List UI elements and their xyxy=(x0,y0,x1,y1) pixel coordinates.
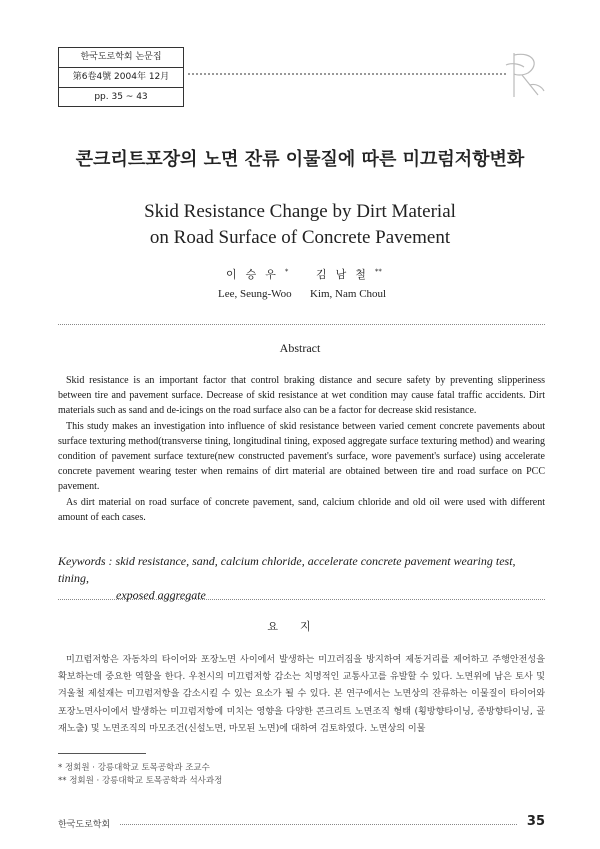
society-logo-icon xyxy=(500,45,548,105)
journal-info-box xyxy=(58,47,184,107)
korean-summary-paragraph: 미끄럼저항은 자동차의 타이어와 포장노면 사이에서 발생하는 미끄러짐을 방지하여 제동거리를 제어하고 주행안전성을 확보하는데 중요한 역할을 한다. 우천시의 미끄럼저항 감소는 치명적인 교통사고를 유발할 수 있다. 노면위에 남은 토사 및 겨울철 제설재는 미끄럼저항을 감소시킬 수 있는 요소가 될 수 있다. 본 연구에서는 노면상의 잔류하는 이물질이 타이어와 포장노면사이에서 발생하는 미끄럼저항에 미치는 영향을 다양한 콘크리트 노면조직 형태 (횡방향타이닝, 종방향타이닝, 골재노출) 및 노면조직의 마모조건(신설노면, 마모된 노면)에 대하여 검토하였다. 노면상의 이물 xyxy=(58,655,545,734)
korean-title: 콘크리트포장의 노면 잔류 이물질에 따른 미끄럼저항변화 xyxy=(75,149,525,170)
footnotes xyxy=(58,762,222,788)
english-title-line1: Skid Resistance Change by Dirt Material xyxy=(144,201,456,222)
keywords xyxy=(58,553,545,604)
abstract-paragraph-3: As dirt material on road surface of concrete pavement, sand, calcium chloride and old oil were used with different amount of each cases. xyxy=(58,496,545,523)
page-footer xyxy=(58,814,545,830)
korean-summary-body xyxy=(58,652,545,738)
separator-top xyxy=(58,324,545,325)
journal-society: 한국도로학회 논문집 xyxy=(59,48,183,68)
author-1-english: Lee, Seung-Woo xyxy=(218,288,292,300)
author-2-mark: ** xyxy=(374,267,382,276)
separator-middle xyxy=(58,599,545,600)
author-2-korean-name: 김남철 xyxy=(316,268,375,281)
author-2-korean xyxy=(316,266,382,282)
abstract-paragraph-1: Skid resistance is an important factor that control braking distance and secure safety by preventing slipperiness between tire and pavement surface. Decrease of skid resistance at wet condition may cause fatal traffic accidents. Dirt materials such as sand and de-icings on the road surface also can be a factor for decrease skid resistance. xyxy=(58,375,545,417)
author-1-korean xyxy=(226,266,288,282)
footnote-rule xyxy=(58,753,146,754)
abstract-body xyxy=(58,373,545,525)
page-number: 35 xyxy=(526,814,545,829)
abstract-paragraph-2: This study makes an investigation into influence of skid resistance between varied cement concrete pavements about surface texturing method(transverse tining, longitudinal tining, exposed aggregate surface texturing method) and wearing condition of pavement surface texture(new constructed pavement's surface, wore pavement's surface) using accelerate concrete pavement wearing tester when remains of dirt material are obtained between tire and road surface on PCC pavement. xyxy=(58,420,545,493)
footer-society: 한국도로학회 xyxy=(58,820,111,830)
keywords-line1: Keywords : skid resistance, sand, calcium chloride, accelerate concrete pavement wearing test, tining, xyxy=(58,554,516,585)
header-dotted-rule xyxy=(188,73,506,75)
footnote-2: ** 정회원 · 강릉대학교 토목공학과 석사과정 xyxy=(58,776,223,786)
korean-summary-heading: 요지 xyxy=(267,620,333,633)
footnote-1: * 정회원 · 강릉대학교 토목공학과 조교수 xyxy=(58,763,210,773)
footer-dotted-rule xyxy=(120,824,517,825)
author-1-mark: * xyxy=(284,267,289,276)
abstract-heading: Abstract xyxy=(279,341,321,355)
author-2-english: Kim, Nam Choul xyxy=(310,288,387,300)
author-1-korean-name: 이승우 xyxy=(226,268,285,281)
english-title xyxy=(0,199,600,251)
journal-volume: 第6卷4號 2004年 12月 xyxy=(59,68,183,88)
keywords-line2: exposed aggregate xyxy=(116,588,206,602)
english-title-line2: on Road Surface of Concrete Pavement xyxy=(149,227,451,248)
journal-pages: pp. 35 ~ 43 xyxy=(94,92,148,102)
